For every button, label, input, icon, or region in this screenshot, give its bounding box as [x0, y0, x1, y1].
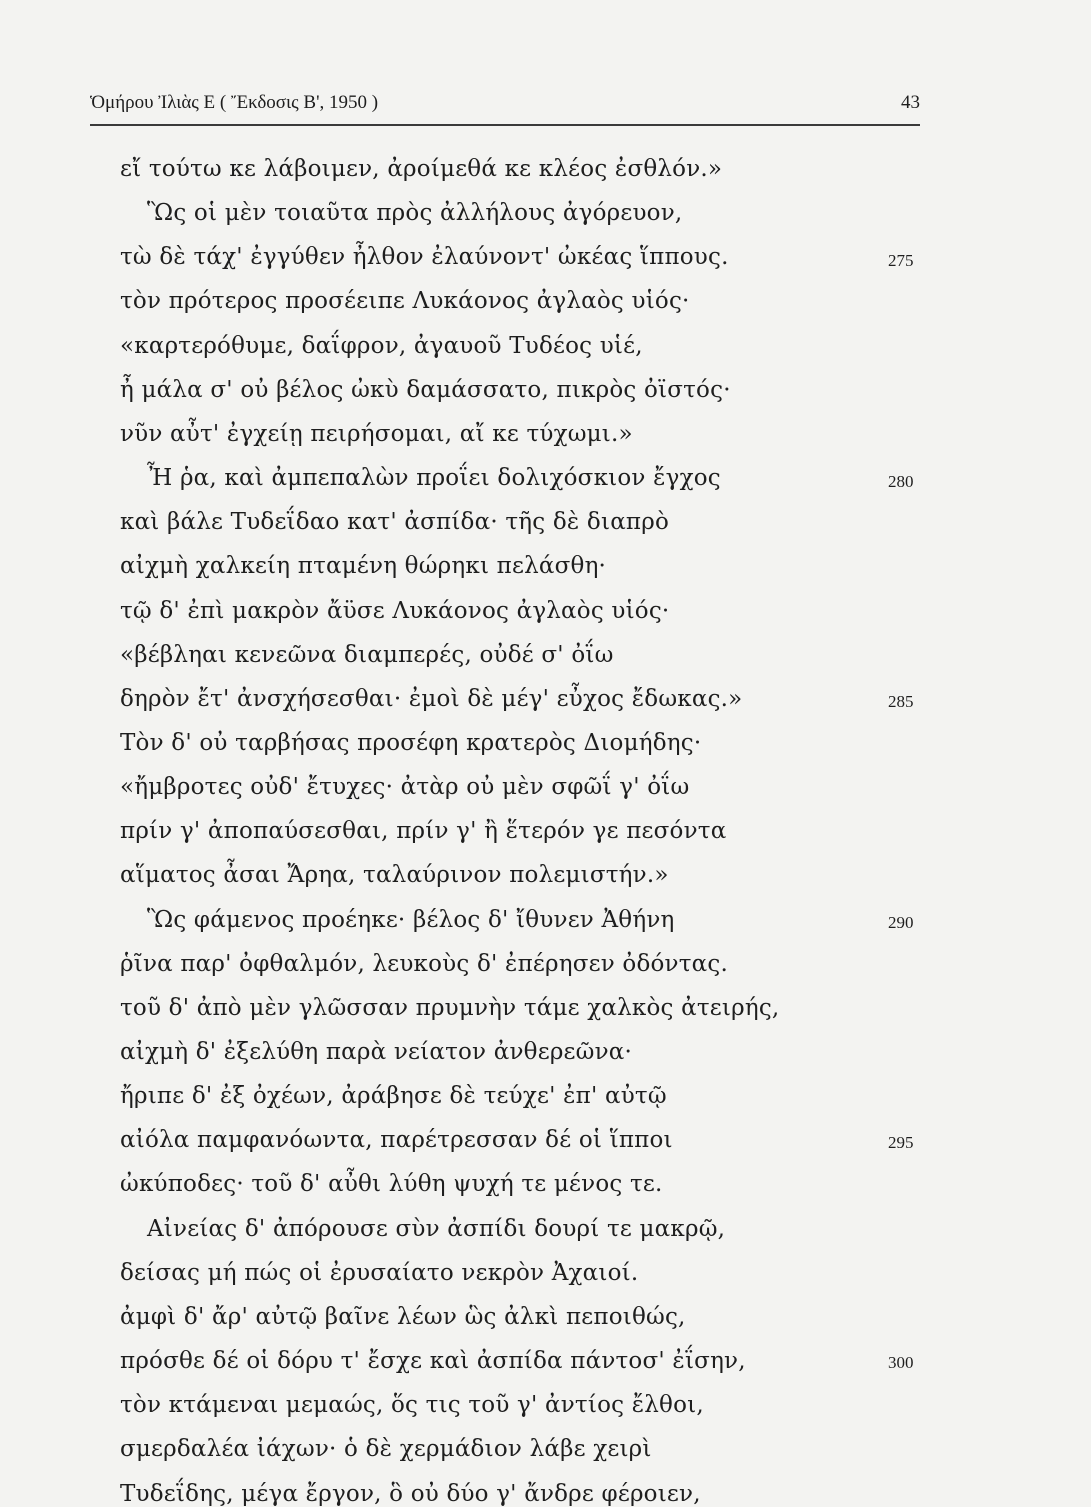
verse-line: τὸν πρότερος προσέειπε Λυκάονος ἀγλαὸς υἱός· — [120, 288, 690, 315]
verse-line: πρίν γ' ἀποπαύσεσθαι, πρίν γ' ἢ ἕτερόν γε πεσόντα — [120, 818, 727, 845]
verse-line: εἴ τούτω κε λάβοιμεν, ἀροίμεθά κε κλέος ἐσθλόν.» — [120, 156, 723, 182]
verse-line: σμερδαλέα ἰάχων· ὁ δὲ χερμάδιον λάβε χειρὶ — [120, 1436, 652, 1463]
verse-line: πρόσθε δέ οἱ δόρυ τ' ἔσχε καὶ ἀσπίδα πάντοσ' ἐΐσην, — [120, 1348, 746, 1374]
line-number: 285 — [888, 692, 914, 711]
verse-line: Τυδεΐδης, μέγα ἔργον, ὃ οὐ δύο γ' ἄνδρε φέροιεν, — [120, 1480, 701, 1507]
verse-line: ῥῖνα παρ' ὀφθαλμόν, λευκοὺς δ' ἐπέρησεν ὀδόντας. — [120, 950, 728, 977]
verse-line: Ὣς φάμενος προέηκε· βέλος δ' ἴθυνεν Ἀθήνη — [147, 906, 675, 933]
verse-line: Αἰνείας δ' ἀπόρουσε σὺν ἀσπίδι δουρί τε μακρῷ, — [147, 1215, 726, 1242]
verse-line: τῷ δ' ἐπὶ μακρὸν ἄϋσε Λυκάονος ἀγλαὸς υἱός· — [120, 597, 670, 624]
line-number: 275 — [888, 251, 914, 270]
verse-line: ὠκύποδες· τοῦ δ' αὖθι λύθη ψυχή τε μένος τε. — [120, 1171, 663, 1198]
line-number: 300 — [888, 1353, 914, 1372]
running-header — [90, 88, 920, 126]
verse-line: τοῦ δ' ἀπὸ μὲν γλῶσσαν πρυμνὴν τάμε χαλκὸς ἀτειρής, — [120, 994, 780, 1021]
verse-line: αἰχμὴ χαλκείη πταμένη θώρηκι πελάσθη· — [120, 553, 607, 580]
verse-line: «ἤμβροτες οὐδ' ἔτυχες· ἀτὰρ οὐ μὲν σφῶΐ γ' ὀΐω — [120, 774, 690, 801]
verse-line: τὼ δὲ τάχ' ἐγγύθεν ἦλθον ἐλαύνοντ' ὠκέας ἵππους. — [120, 244, 729, 271]
verse-line: νῦν αὖτ' ἐγχείῃ πειρήσομαι, αἴ κε τύχωμι.» — [120, 420, 633, 447]
verse-line: Ὣς οἱ μὲν τοιαῦτα πρὸς ἀλλήλους ἀγόρευον, — [147, 200, 683, 227]
page-number: 43 — [901, 92, 920, 113]
verse-line: «καρτερόθυμε, δαΐφρον, ἀγαυοῦ Τυδέος υἱέ, — [120, 332, 643, 359]
verse-line: αἰόλα παμφανόωντα, παρέτρεσσαν δέ οἱ ἵπποι — [120, 1127, 673, 1154]
verse-line: δηρὸν ἔτ' ἀνσχήσεσθαι· ἐμοὶ δὲ μέγ' εὖχος ἔδωκας.» — [120, 685, 743, 712]
verse-line: Ἦ ῥα, καὶ ἀμπεπαλὼν προΐει δολιχόσκιον ἔγχος — [147, 465, 721, 492]
verse-line: αἰχμὴ δ' ἐξελύθη παρὰ νείατον ἀνθερεῶνα· — [120, 1039, 633, 1065]
verse-line: τὸν κτάμεναι μεμαώς, ὅς τις τοῦ γ' ἀντίος ἔλθοι, — [120, 1392, 704, 1419]
verse-line: ἦ μάλα σ' οὐ βέλος ὠκὺ δαμάσσατο, πικρὸς ὀϊστός· — [120, 376, 731, 403]
verse-line: Τὸν δ' οὐ ταρβήσας προσέφη κρατερὸς Διομήδης· — [120, 729, 702, 756]
verse-line: ἤριπε δ' ἐξ ὀχέων, ἀράβησε δὲ τεύχε' ἐπ' αὐτῷ — [120, 1083, 667, 1110]
line-number: 295 — [888, 1133, 914, 1152]
line-number: 280 — [888, 472, 914, 491]
verse-line: δείσας μή πώς οἱ ἐρυσαίατο νεκρὸν Ἀχαιοί. — [120, 1259, 639, 1286]
line-number: 290 — [888, 913, 914, 932]
header-title: Ὁμήρου Ἰλιὰς Ε ( Ἔκδοσις Β', 1950 ) — [90, 92, 379, 113]
verse-line: «βέβληαι κενεῶνα διαμπερές, οὐδέ σ' ὀΐω — [120, 641, 614, 668]
verse-line: καὶ βάλε Τυδεΐδαο κατ' ἀσπίδα· τῆς δὲ διαπρὸ — [120, 509, 670, 536]
verse-line: αἵματος ἆσαι Ἄρηα, ταλαύρινον πολεμιστήν.» — [120, 862, 669, 889]
verse-line: ἀμφὶ δ' ἄρ' αὐτῷ βαῖνε λέων ὣς ἀλκὶ πεποιθώς, — [120, 1303, 686, 1330]
